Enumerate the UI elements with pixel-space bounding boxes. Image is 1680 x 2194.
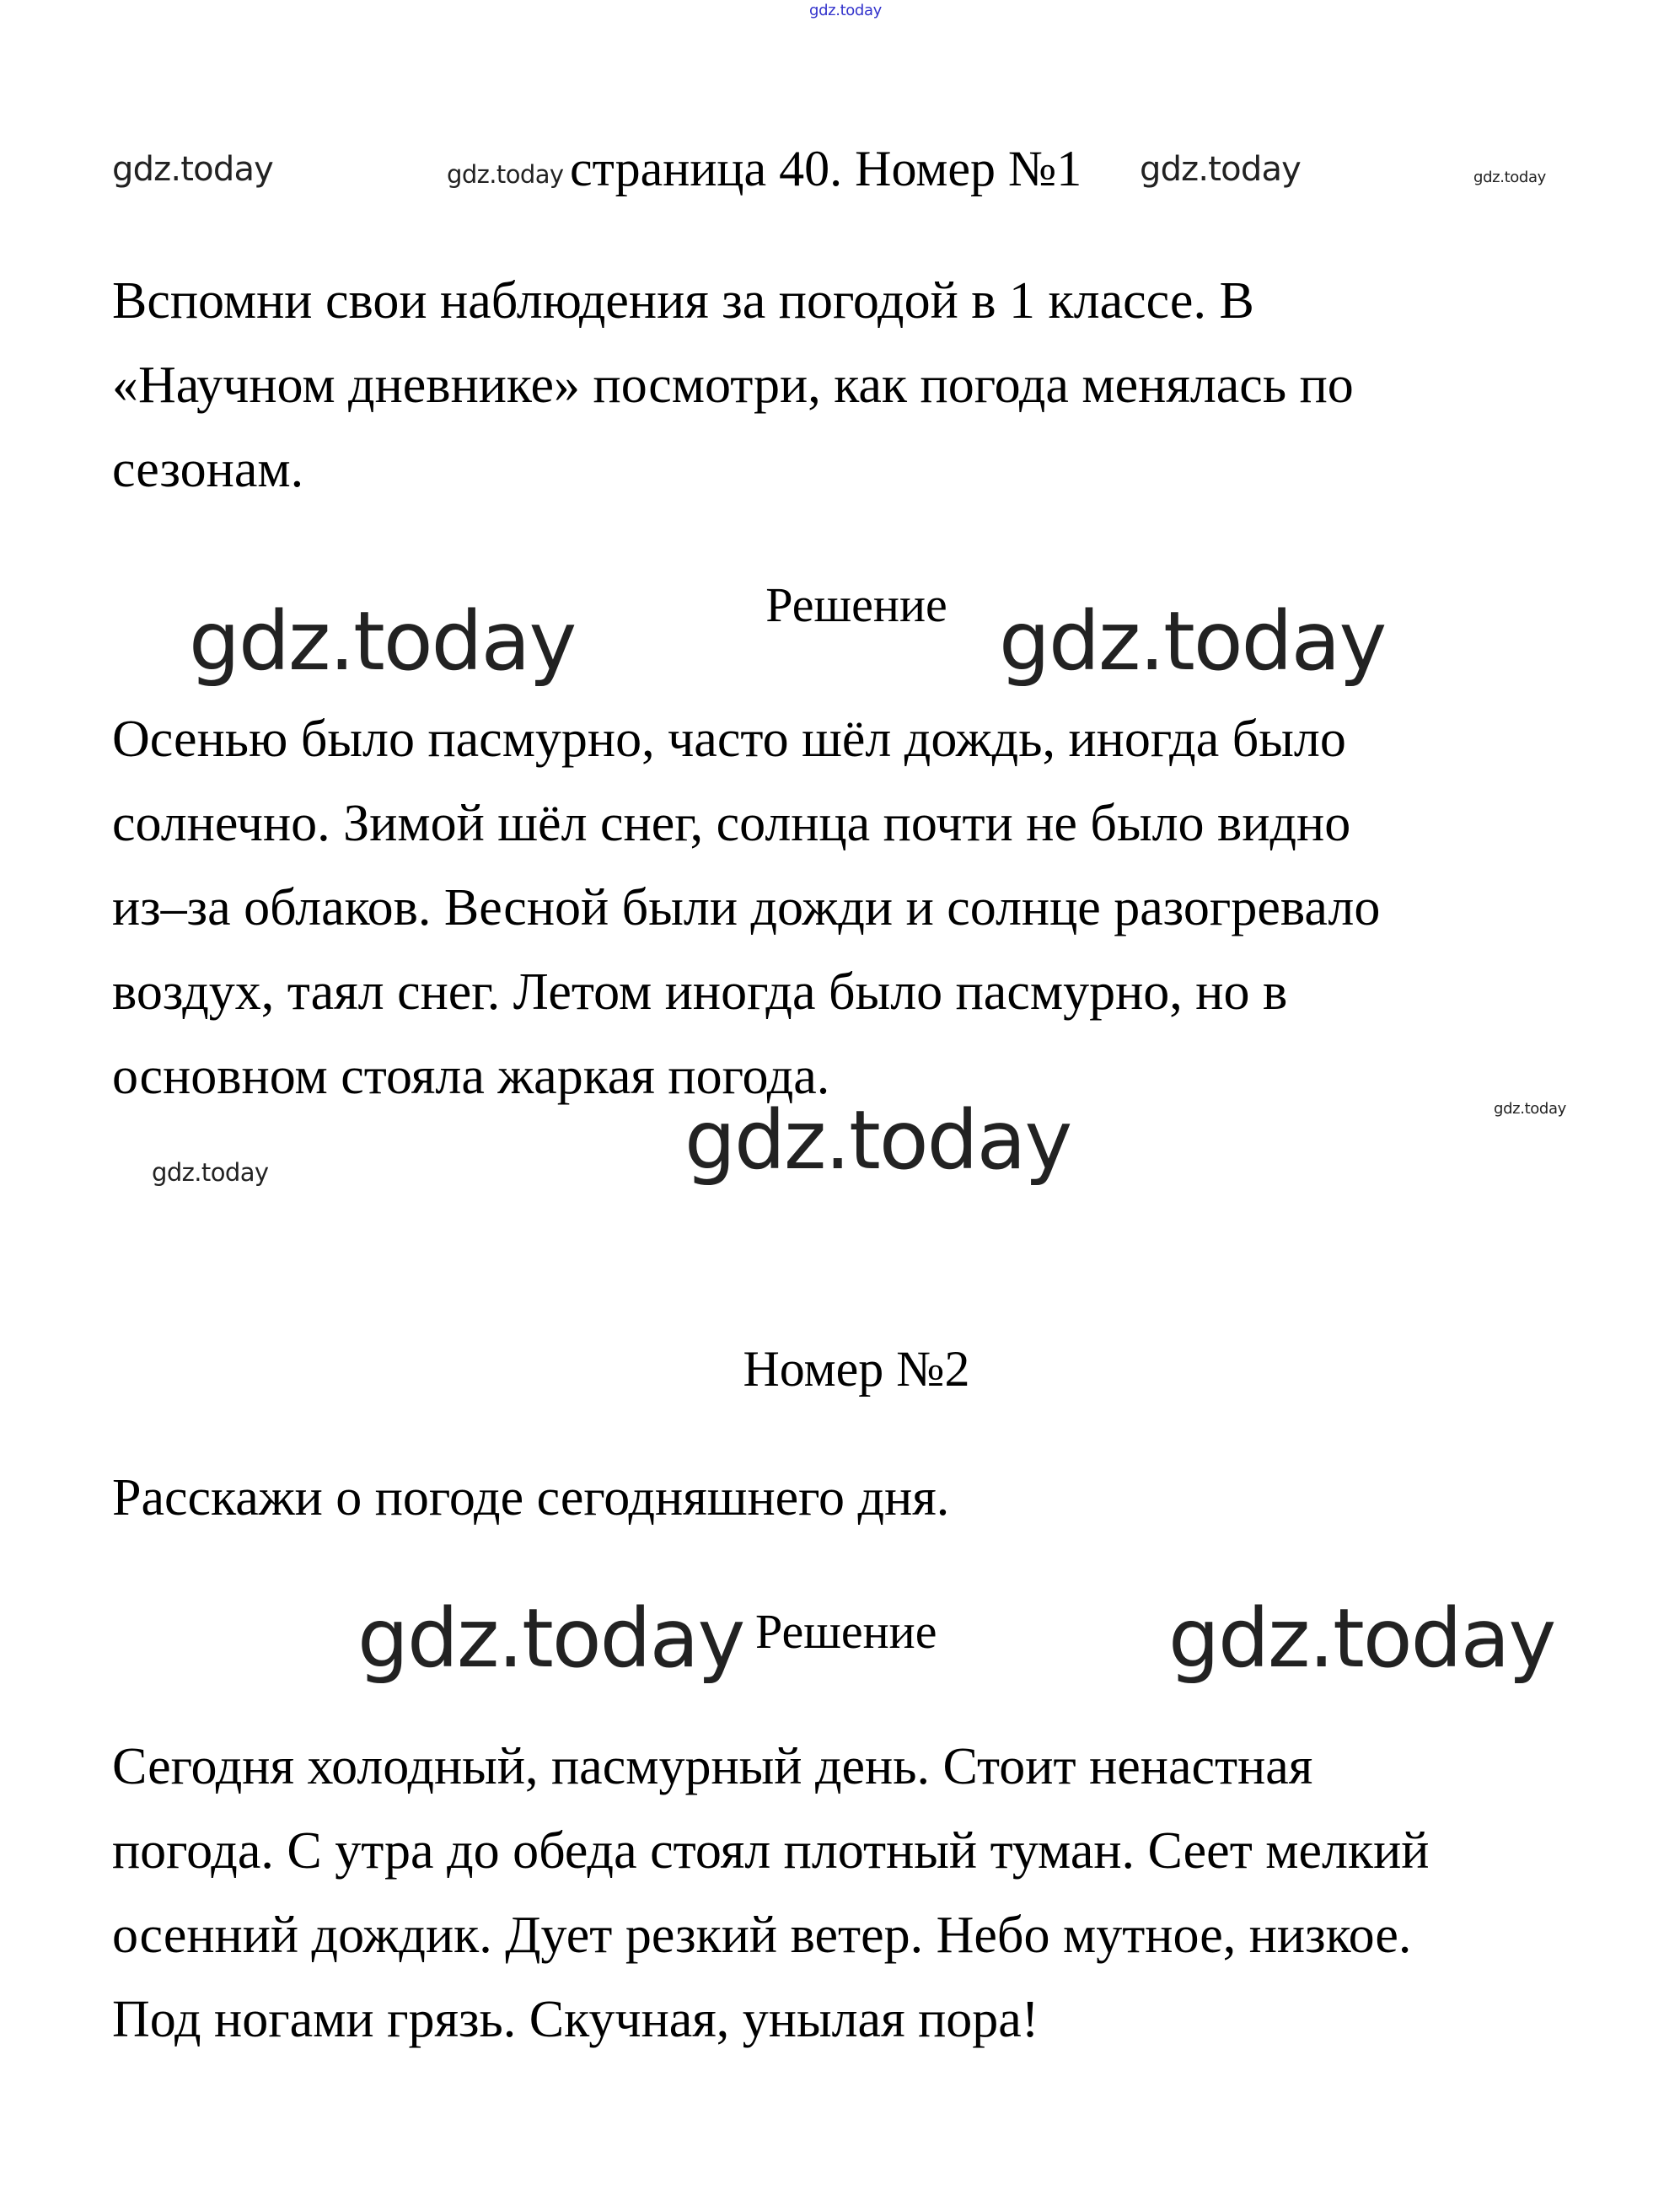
task2-answer <box>112 1725 1429 2062</box>
text-line: из–за облаков. Весной были дожди и солнце разогревало <box>112 879 1381 936</box>
solution-heading: Решение <box>755 1604 937 1659</box>
watermark: gdz.today <box>999 594 1386 689</box>
watermark: gdz.today <box>684 1093 1071 1188</box>
watermark: gdz.today <box>447 160 564 189</box>
task1-question <box>112 259 1354 512</box>
watermark: gdz.today <box>112 150 274 189</box>
text-line: сезонам. <box>112 441 304 498</box>
watermark: gdz.today <box>152 1158 269 1187</box>
text-line: солнечно. Зимой шёл снег, солнца почти не было видно <box>112 795 1351 852</box>
task2-title: Номер №2 <box>743 1341 970 1397</box>
watermark: gdz.today <box>1140 150 1302 189</box>
text-line: Вспомни свои наблюдения за погодой в 1 классе. В <box>112 272 1254 330</box>
text-line: «Научном дневнике» посмотри, как погода менялась по <box>112 357 1354 414</box>
task1-answer <box>112 697 1380 1118</box>
watermark: gdz.today <box>1494 1100 1566 1118</box>
text-line: Сегодня холодный, пасмурный день. Стоит ненастная <box>112 1738 1313 1795</box>
text-line: Осенью было пасмурно, часто шёл дождь, иногда было <box>112 711 1346 768</box>
task2-question <box>112 1456 949 1540</box>
text-line: основном стояла жаркая погода. <box>112 1048 830 1105</box>
watermark: gdz.today <box>1168 1591 1555 1686</box>
solution-heading: Решение <box>765 577 947 632</box>
text-line: Под ногами грязь. Скучная, унылая пора! <box>112 1991 1039 2048</box>
text-line: осенний дождик. Дует резкий ветер. Небо мутное, низкое. <box>112 1907 1412 1964</box>
page-title: страница 40. Номер №1 <box>570 141 1082 196</box>
text-line: погода. С утра до обеда стоял плотный туман. Сеет мелкий <box>112 1822 1430 1880</box>
text-line: воздух, таял снег. Летом иногда было пасмурно, но в <box>112 963 1288 1021</box>
text-line: Расскажи о погоде сегодняшнего дня. <box>112 1469 950 1526</box>
watermark: gdz.today <box>809 2 882 19</box>
watermark: gdz.today <box>1473 169 1546 186</box>
watermark: gdz.today <box>357 1591 744 1686</box>
watermark: gdz.today <box>189 594 576 689</box>
